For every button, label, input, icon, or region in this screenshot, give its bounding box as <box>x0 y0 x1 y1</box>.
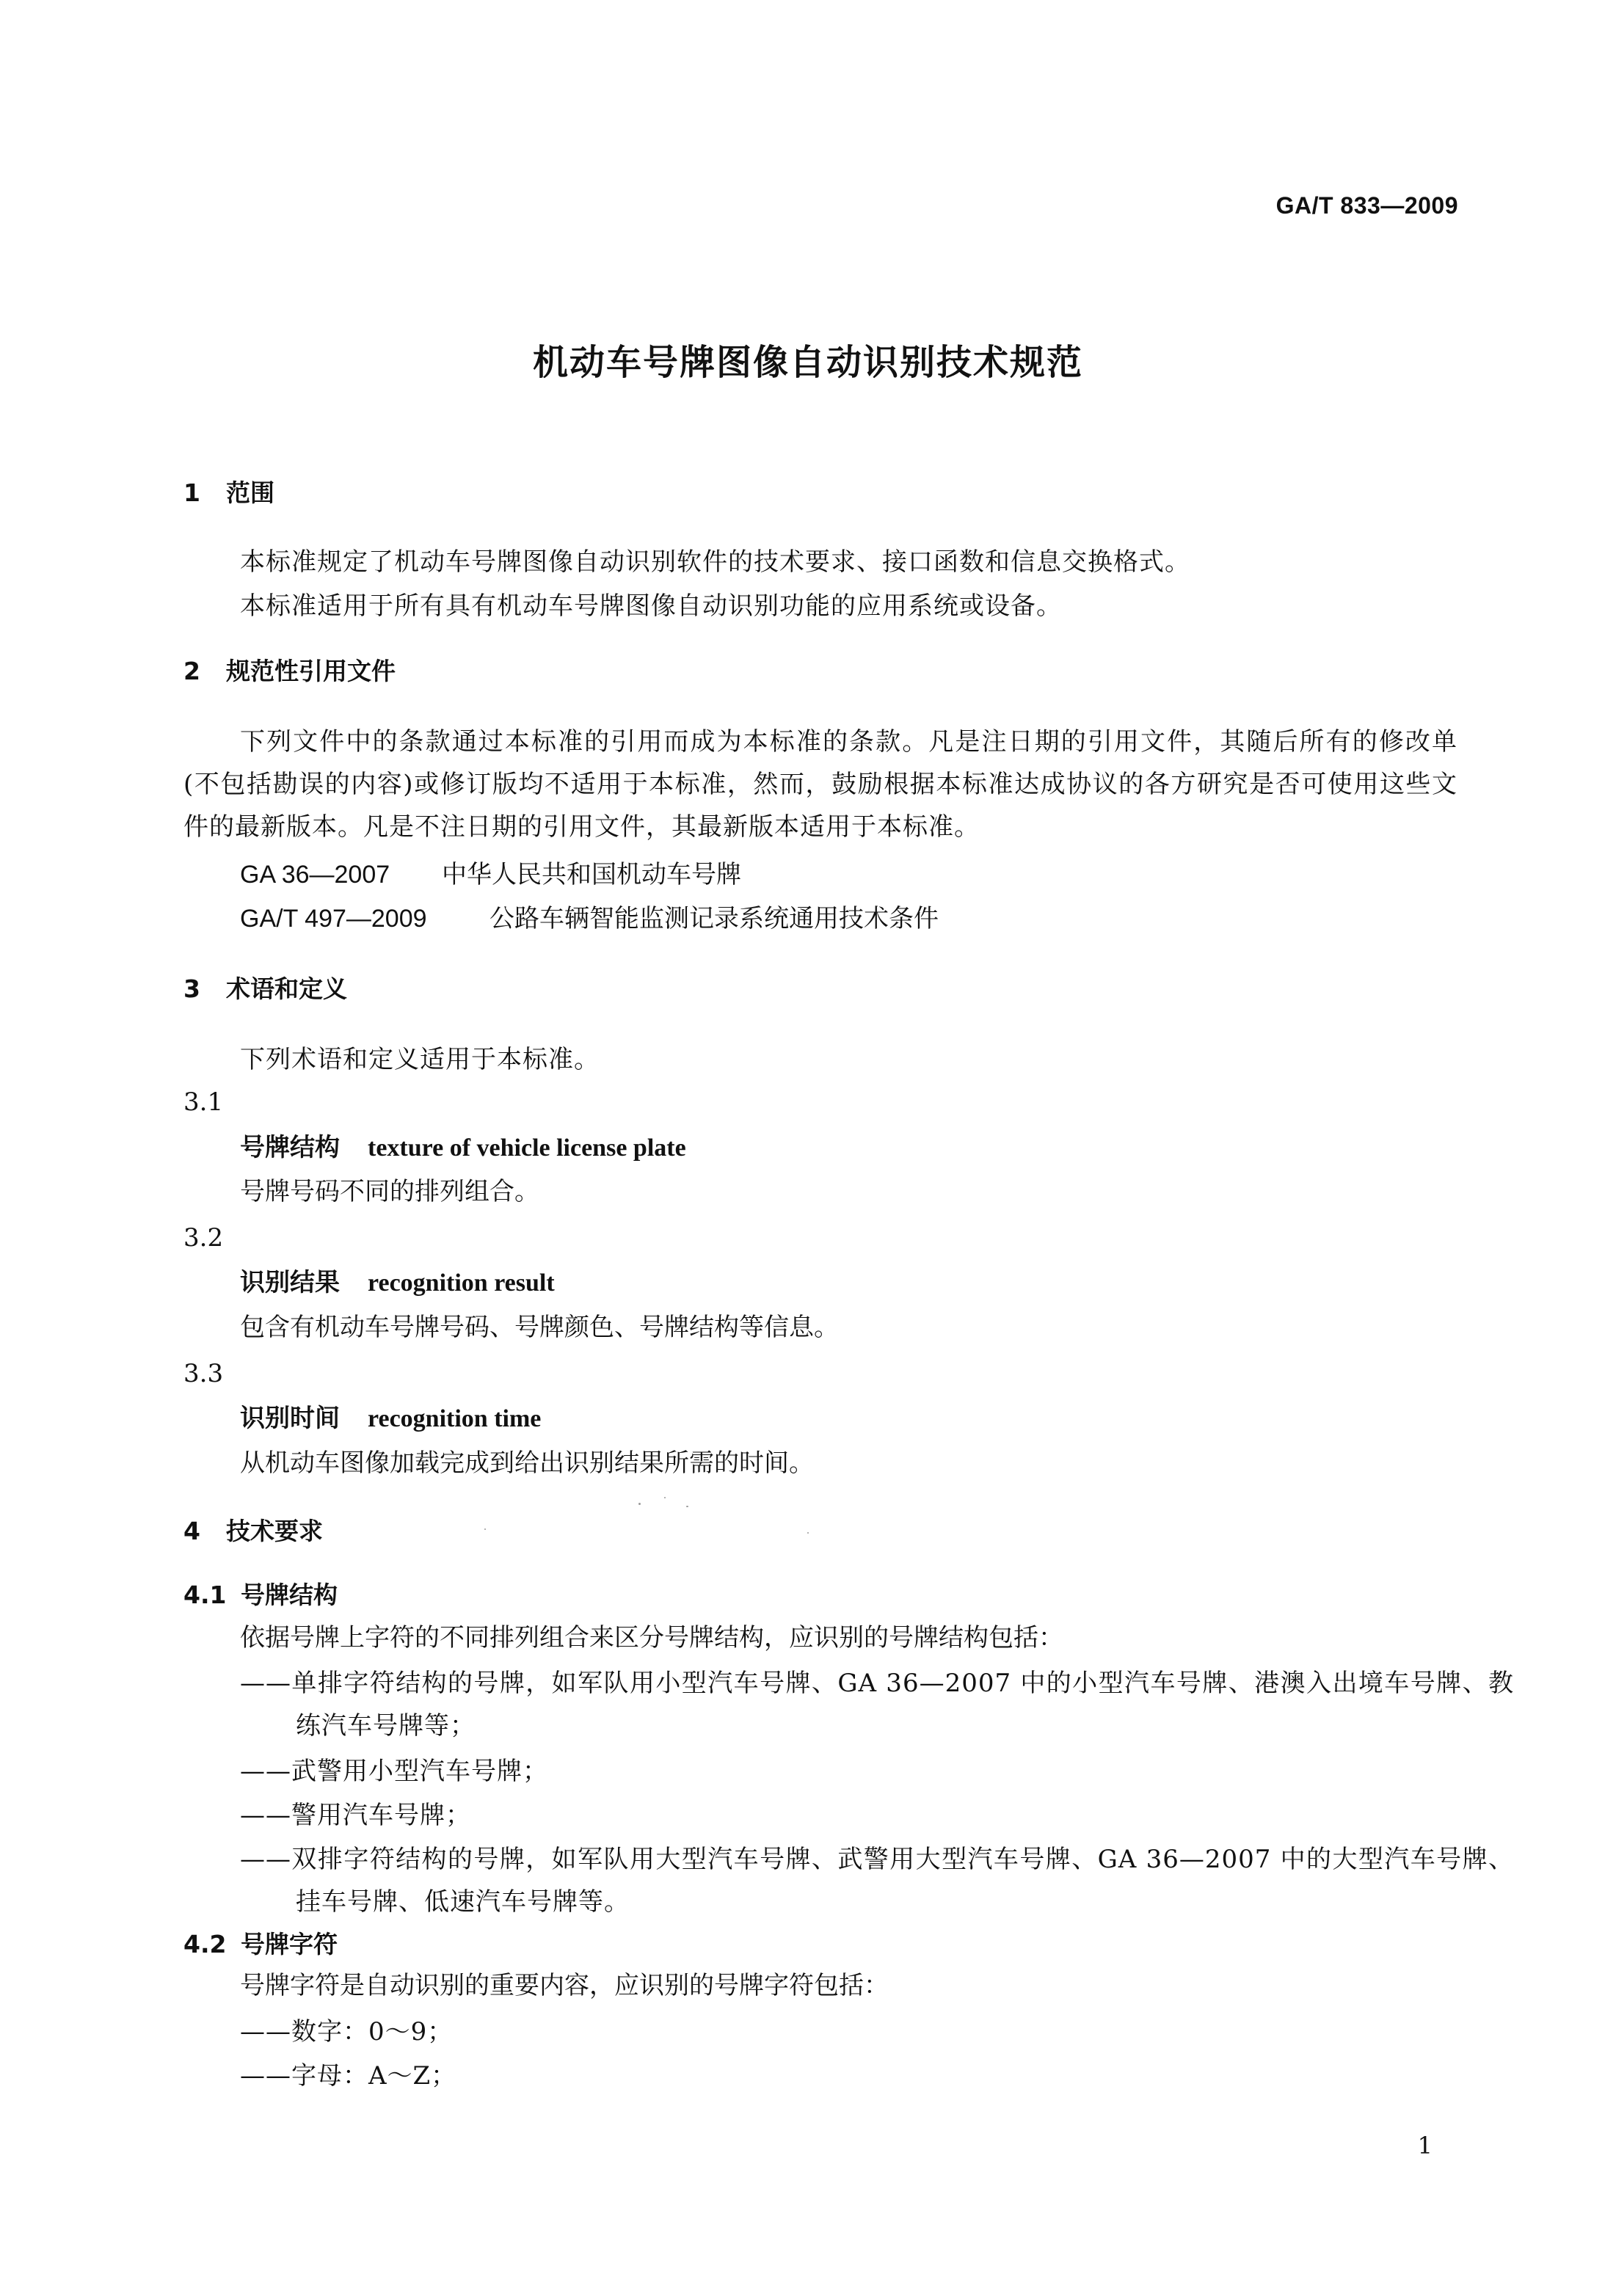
section-number: 3 <box>183 974 200 1003</box>
section-number: 2 <box>183 657 200 685</box>
list-item: ——字母：A～Z； <box>240 2061 457 2091</box>
reference-item <box>240 903 939 935</box>
section-1-paragraph-1: 本标准规定了机动车号牌图像自动识别软件的技术要求、接口函数和信息交换格式。 <box>240 547 1190 577</box>
list-item: ——双排字符结构的号牌，如军队用大型汽车号牌、武警用大型汽车号牌、GA 36—2007 中的大型汽车号牌、挂车号牌、低速汽车号牌等。 <box>240 1845 1514 1917</box>
scan-speck <box>807 1532 809 1534</box>
section-2-paragraph: 下列文件中的条款通过本标准的引用而成为本标准的条款。凡是注日期的引用文件，其随后所有的修改单(不包括勘误的内容)或修订版均不适用于本标准，然而，鼓励根据本标准达成协议的各方研究是否可使用这些文件的最新版本。凡是不注日期的引用文件，其最新版本适用于本标准。 <box>183 727 1457 842</box>
list-item: ——数字：0～9； <box>240 2017 454 2047</box>
standard-number: GA/T 833—2009 <box>1275 192 1458 219</box>
term-chinese: 号牌结构 <box>240 1133 340 1162</box>
term-english: texture of vehicle license plate <box>368 1134 686 1162</box>
reference-item <box>240 859 741 891</box>
reference-name: 公路车辆智能监测记录系统通用技术条件 <box>489 904 939 933</box>
subsection-number: 4.1 <box>183 1581 227 1609</box>
document-title: 机动车号牌图像自动识别技术规范 <box>532 342 1083 383</box>
list-item: ——警用汽车号牌； <box>240 1801 471 1830</box>
subsection-title: 号牌结构 <box>241 1581 338 1609</box>
subsection-title: 号牌字符 <box>241 1930 338 1958</box>
subsection-4-1-heading <box>183 1579 338 1611</box>
scan-speck <box>484 1528 486 1530</box>
subsection-4-2-intro: 号牌字符是自动识别的重要内容，应识别的号牌字符包括： <box>240 1971 889 2000</box>
subsection-number: 4.2 <box>183 1930 227 1958</box>
section-number: 1 <box>183 478 200 507</box>
section-3-heading <box>183 973 347 1005</box>
term-english: recognition result <box>368 1269 555 1297</box>
reference-code: GA 36—2007 <box>240 861 390 889</box>
term-number: 3.2 <box>183 1223 224 1253</box>
list-item: ——武警用小型汽车号牌； <box>240 1757 548 1786</box>
scan-speck <box>686 1506 688 1507</box>
term-chinese: 识别结果 <box>240 1268 340 1297</box>
term-number: 3.3 <box>183 1359 224 1388</box>
reference-name: 中华人民共和国机动车号牌 <box>442 860 741 889</box>
term-definition: 号牌号码不同的排列组合。 <box>240 1177 539 1206</box>
scan-speck <box>638 1503 641 1505</box>
reference-code: GA/T 497—2009 <box>240 905 427 933</box>
term-number: 3.1 <box>183 1087 224 1117</box>
page-number: 1 <box>1417 2132 1433 2160</box>
term-heading <box>240 1267 555 1300</box>
term-definition: 从机动车图像加载完成到给出识别结果所需的时间。 <box>240 1448 814 1478</box>
list-item: ——单排字符结构的号牌，如军队用小型汽车号牌、GA 36—2007 中的小型汽车号牌、港澳入出境车号牌、教练汽车号牌等； <box>240 1669 1514 1741</box>
section-1-paragraph-2: 本标准适用于所有具有机动车号牌图像自动识别功能的应用系统或设备。 <box>240 591 1062 621</box>
section-title: 技术要求 <box>226 1517 323 1545</box>
term-definition: 包含有机动车号牌号码、号牌颜色、号牌结构等信息。 <box>240 1313 839 1342</box>
section-title: 规范性引用文件 <box>226 657 396 685</box>
term-heading <box>240 1131 686 1165</box>
term-chinese: 识别时间 <box>240 1404 340 1433</box>
section-4-heading <box>183 1515 323 1548</box>
section-number: 4 <box>183 1517 200 1545</box>
section-title: 范围 <box>226 478 274 507</box>
section-1-heading <box>183 477 274 509</box>
scan-speck <box>664 1497 666 1498</box>
term-heading <box>240 1402 541 1435</box>
section-3-intro: 下列术语和定义适用于本标准。 <box>240 1045 600 1074</box>
section-2-heading <box>183 655 396 688</box>
section-title: 术语和定义 <box>226 974 347 1003</box>
subsection-4-1-intro: 依据号牌上字符的不同排列组合来区分号牌结构，应识别的号牌结构包括： <box>240 1623 1063 1652</box>
term-english: recognition time <box>368 1405 542 1432</box>
subsection-4-2-heading <box>183 1928 338 1961</box>
